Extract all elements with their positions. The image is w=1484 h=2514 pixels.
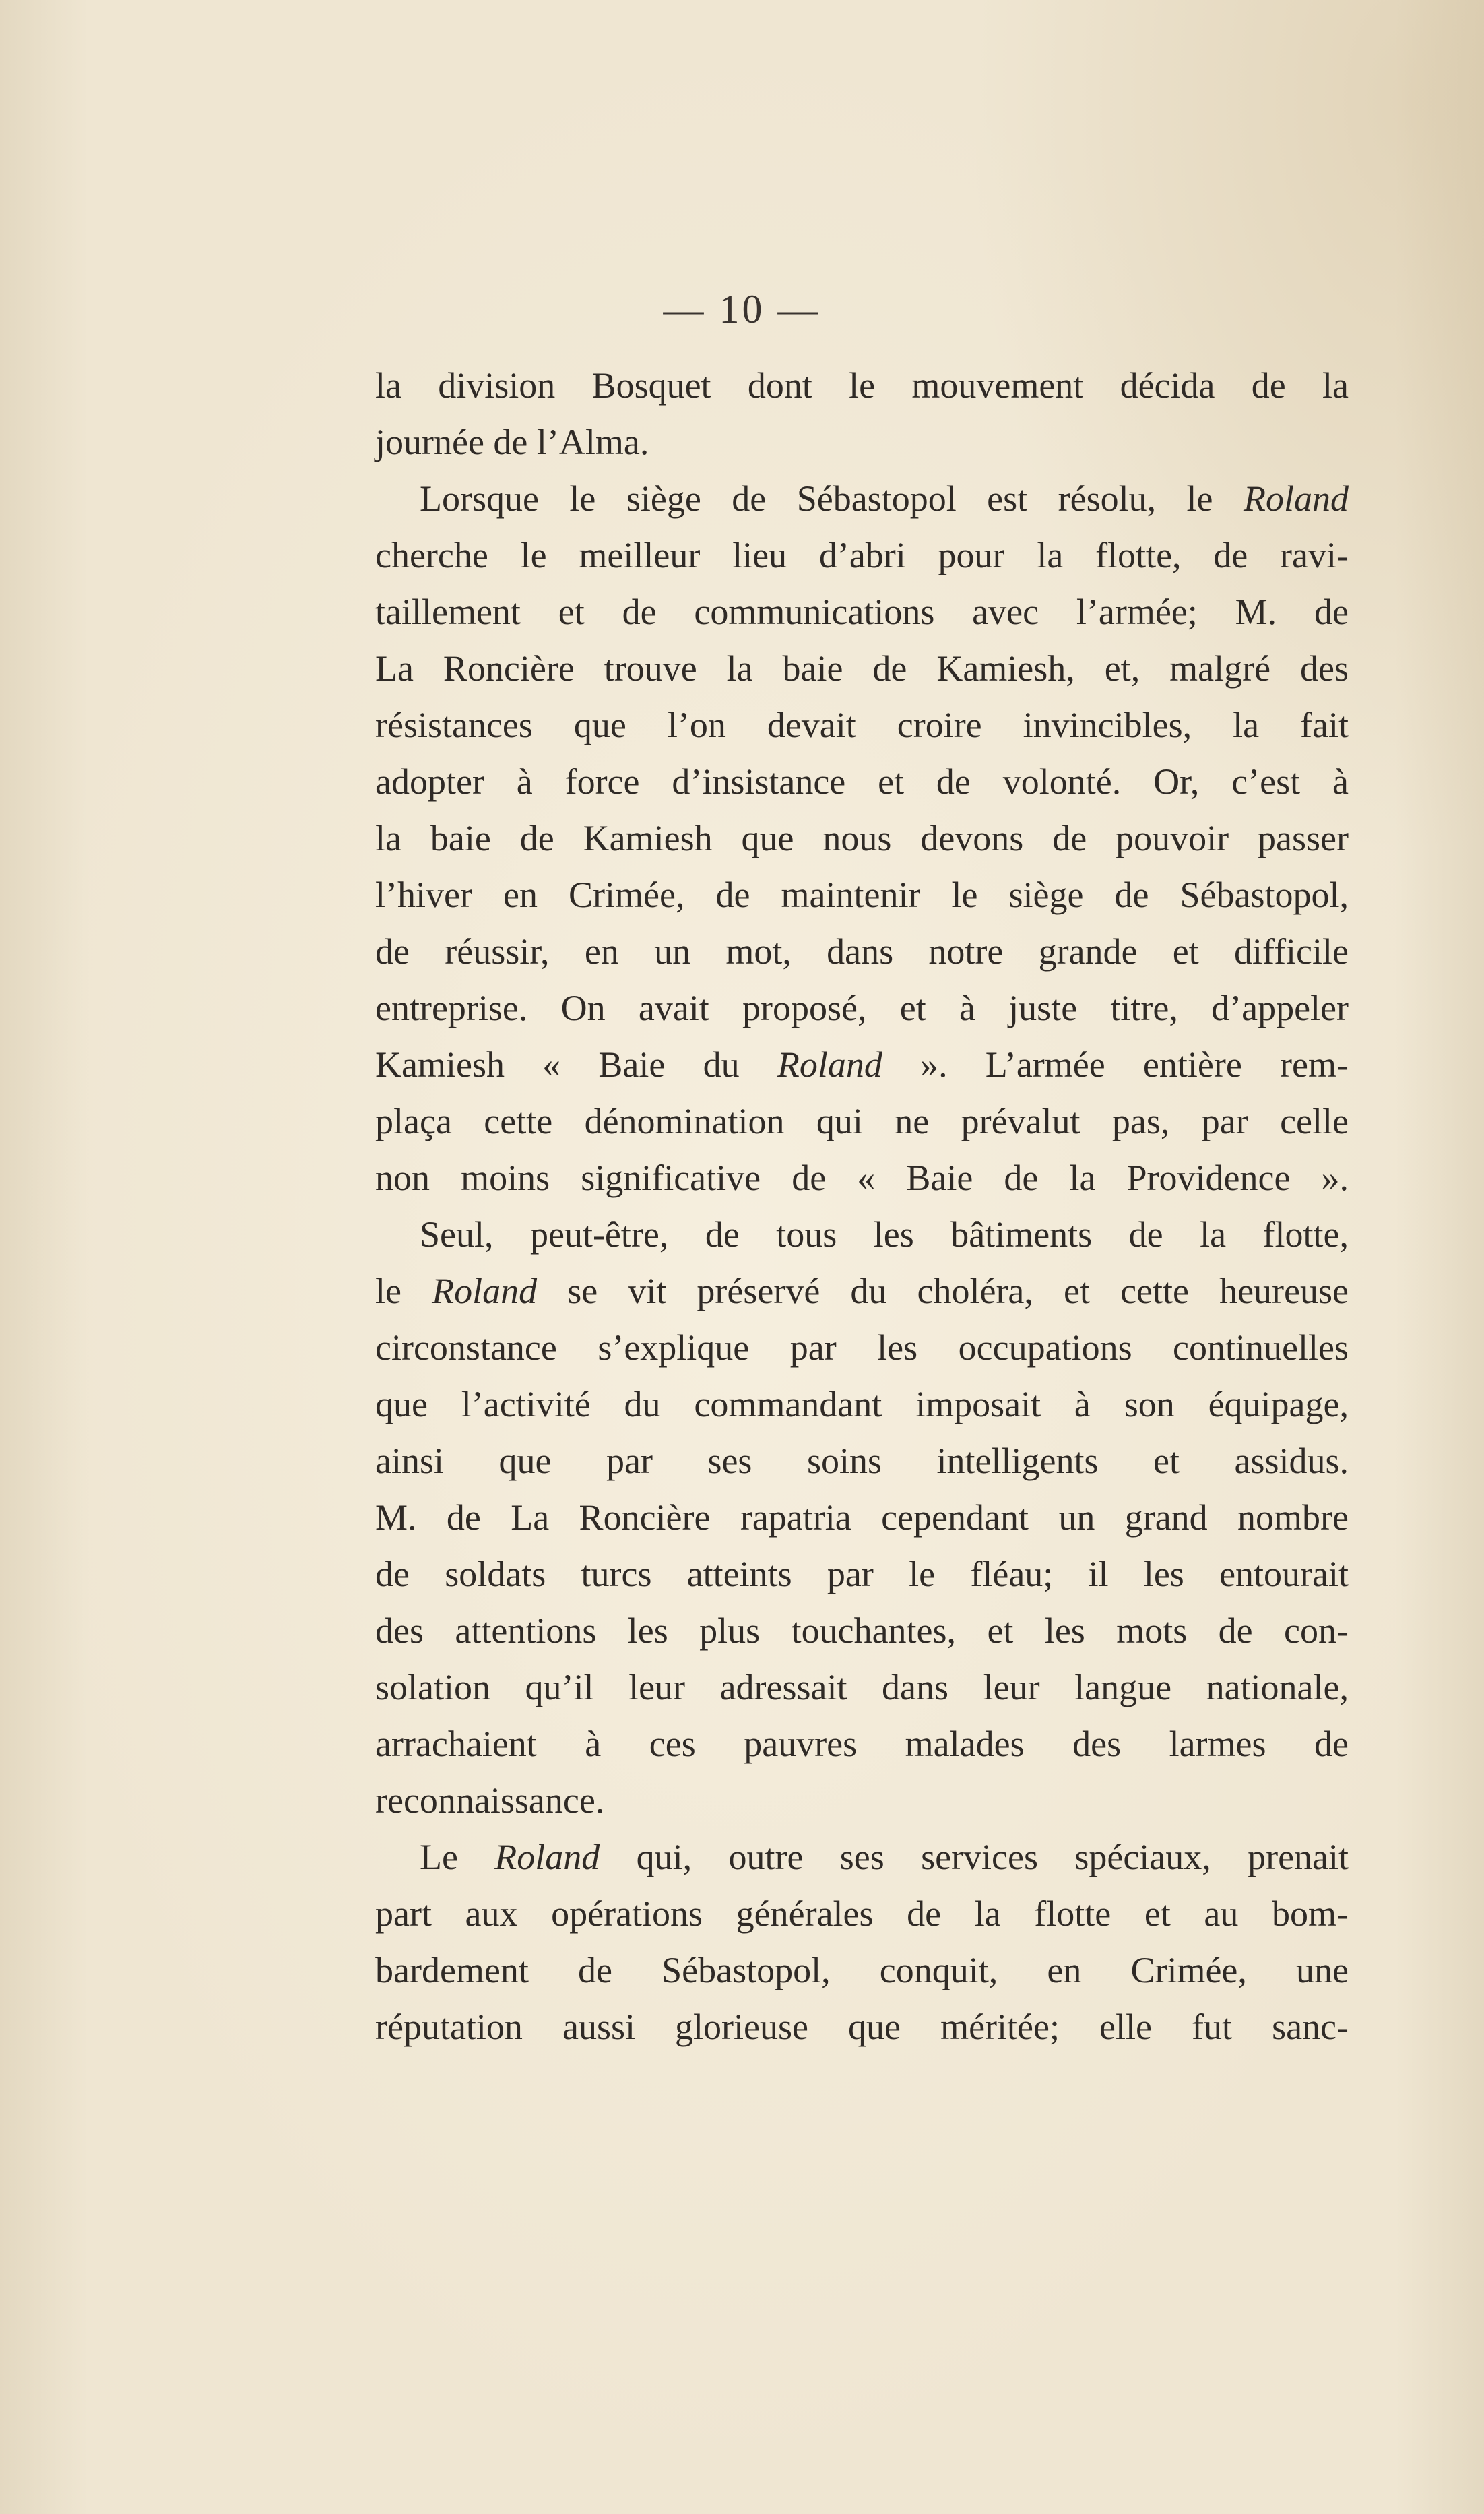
text-segment: plaça cette dénomination qui ne prévalut pas, par celle — [375, 1101, 1349, 1141]
text-line — [375, 1036, 1349, 1093]
text-segment: l’hiver en Crimée, de maintenir le siège de Sébastopol, — [375, 875, 1349, 915]
text-line — [375, 1263, 1349, 1319]
text-segment: La Roncière trouve la baie de Kamiesh, et, malgré des — [375, 648, 1349, 689]
text-segment: ainsi que par ses soins intelligents et assidus. — [375, 1441, 1349, 1481]
text-line — [375, 640, 1349, 697]
text-line — [375, 1829, 1349, 1885]
text-segment: Kamiesh « Baie du — [375, 1044, 777, 1085]
text-line — [375, 1999, 1349, 2055]
text-line — [375, 527, 1349, 584]
text-segment: journée de l’Alma. — [375, 422, 649, 462]
text-line — [375, 1659, 1349, 1716]
text-segment: des attentions les plus touchantes, et les mots de con- — [375, 1610, 1349, 1651]
italic-ship-name: Roland — [777, 1044, 882, 1085]
text-line — [375, 810, 1349, 867]
text-line — [375, 1716, 1349, 1772]
text-line — [375, 697, 1349, 753]
text-line — [375, 1433, 1349, 1489]
text-line — [375, 414, 1349, 470]
text-line — [375, 1885, 1349, 1942]
text-line — [375, 1376, 1349, 1433]
text-line — [375, 1942, 1349, 1999]
text-line — [375, 1772, 1349, 1829]
page-number: — 10 — — [663, 287, 821, 332]
text-line — [375, 1319, 1349, 1376]
text-segment: reconnaissance. — [375, 1780, 605, 1821]
text-line — [375, 1206, 1349, 1263]
text-segment: la division Bosquet dont le mouvement décida de la — [375, 365, 1349, 406]
text-line — [375, 1602, 1349, 1659]
text-segment: se vit préservé du choléra, et cette heureuse — [537, 1271, 1349, 1311]
text-line — [375, 584, 1349, 640]
text-segment: résistances que l’on devait croire invincibles, la fait — [375, 705, 1349, 745]
text-line — [375, 753, 1349, 810]
italic-ship-name: Roland — [1244, 478, 1349, 519]
text-segment: la baie de Kamiesh que nous devons de pouvoir passer — [375, 818, 1349, 858]
text-segment: Seul, peut-être, de tous les bâtiments de la flotte, — [420, 1214, 1349, 1255]
text-line — [375, 1546, 1349, 1602]
text-segment: que l’activité du commandant imposait à son équipage, — [375, 1384, 1349, 1424]
text-segment: Le — [420, 1837, 495, 1877]
text-line — [375, 1489, 1349, 1546]
text-segment: le — [375, 1271, 432, 1311]
text-segment: qui, outre ses services spéciaux, prenait — [600, 1837, 1349, 1877]
text-segment: solation qu’il leur adressait dans leur langue nationale, — [375, 1667, 1349, 1707]
text-segment: non moins significative de « Baie de la Providence ». — [375, 1158, 1349, 1198]
italic-ship-name: Roland — [494, 1837, 600, 1877]
text-segment: réputation aussi glorieuse que méritée; elle fut sanc- — [375, 2007, 1349, 2047]
text-segment: ». L’armée entière rem- — [882, 1044, 1349, 1085]
text-segment: Lorsque le siège de Sébastopol est résolu, le — [420, 478, 1244, 519]
italic-ship-name: Roland — [432, 1271, 538, 1311]
text-line — [375, 1093, 1349, 1150]
text-segment: bardement de Sébastopol, conquit, en Crimée, une — [375, 1950, 1349, 1990]
text-segment: de réussir, en un mot, dans notre grande et difficile — [375, 931, 1349, 972]
text-segment: de soldats turcs atteints par le fléau; il les entourait — [375, 1554, 1349, 1594]
text-line — [375, 980, 1349, 1036]
body-text — [375, 357, 1349, 2055]
text-segment: taillement et de communications avec l’armée; M. de — [375, 592, 1349, 632]
text-line — [375, 923, 1349, 980]
text-segment: circonstance s’explique par les occupations continuelles — [375, 1327, 1349, 1368]
text-segment: cherche le meilleur lieu d’abri pour la flotte, de ravi- — [375, 535, 1349, 575]
text-line — [375, 357, 1349, 414]
text-segment: adopter à force d’insistance et de volonté. Or, c’est à — [375, 761, 1349, 802]
text-line — [375, 1150, 1349, 1206]
text-segment: part aux opérations générales de la flotte et au bom- — [375, 1893, 1349, 1934]
text-segment: arrachaient à ces pauvres malades des larmes de — [375, 1724, 1349, 1764]
text-segment: M. de La Roncière rapatria cependant un grand nombre — [375, 1497, 1349, 1538]
text-line — [375, 867, 1349, 923]
text-segment: entreprise. On avait proposé, et à juste titre, d’appeler — [375, 988, 1349, 1028]
text-line — [375, 470, 1349, 527]
